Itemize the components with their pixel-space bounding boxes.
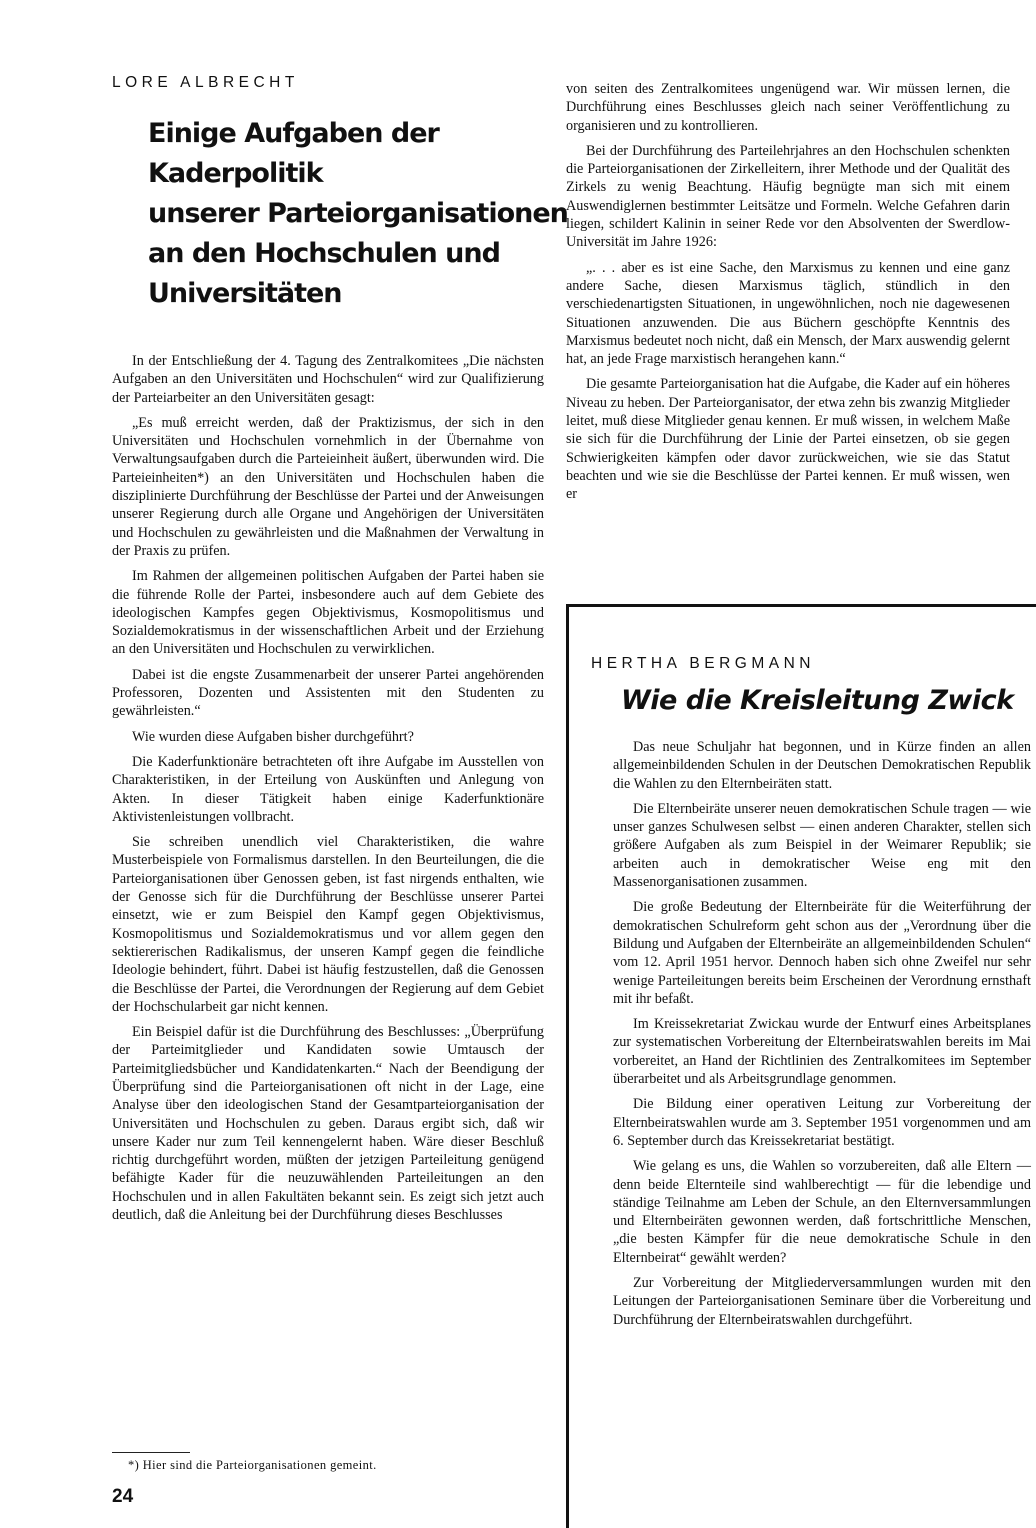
title-line: Kaderpolitik — [148, 158, 323, 189]
article1-author: LORE ALBRECHT — [112, 74, 299, 91]
article2-author: HERTHA BERGMANN — [591, 655, 815, 672]
paragraph: Die Bildung einer operativen Leitung zur Vorbereitung der Elternbeiratswahlen wurde am 3. September 1951 vorgenommen und am 6. September durch das Kreissekretariat bestätigt. — [613, 1096, 1031, 1149]
title-line: Einige Aufgaben der — [148, 118, 439, 149]
page-number: 24 — [112, 1486, 134, 1507]
paragraph: In der Entschließung der 4. Tagung des Zentralkomitees „Die nächsten Aufgaben an den Universitäten und Hochschulen“ wird zur Qualifizierung der Parteiarbeiter an den Universitäten gesagt: — [112, 353, 544, 406]
footnote: *) Hier sind die Parteiorganisationen gemeint. — [128, 1458, 377, 1472]
paragraph: Wie wurden diese Aufgaben bisher durchgeführt? — [132, 728, 414, 745]
paragraph: Bei der Durchführung des Parteilehrjahres an den Hochschulen schenkten die Parteiorganisationen der Zirkelleitern, ihrer Methode und der Qualität des Zirkels zu wenig Beachtung. Häufig begnügte man sich mit einem Auswendiglernen bestimmter Leitsätze und Formeln. Welche Gefahren darin liegen, schildert Kalinin in seiner Rede vor den Absolventen der Swerdlow-Universität im Jahre 1926: — [566, 142, 1010, 251]
article1-title — [148, 114, 568, 314]
article2-title: Wie die Kreisleitung Zwick — [621, 685, 1014, 716]
title-line: unserer Parteiorganisationen — [148, 198, 568, 229]
paragraph: Zur Vorbereitung der Mitgliederversammlungen wurden mit den Leitungen der Parteiorganisationen Seminare über die Vorbereitung und Durchführung der Elternbeiratswahlen durchgeführt. — [613, 1275, 1031, 1328]
article2 — [591, 655, 1031, 1336]
paragraph: Die große Bedeutung der Elternbeiräte für die Weiterführung der demokratischen Schulreform geht schon aus der „Verordnung über die Bildung und Aufgaben der Elternbeiräte an allgemeinbildenden Schulen“ vom 12. April 1951 hervor. Dennoch haben sich ohne Zweifel nur sehr wenige Parteileitungen bereits beim Erscheinen der Verordnung ernsthaft mit ihr befaßt. — [613, 899, 1031, 1007]
paragraph: Das neue Schuljahr hat begonnen, und in Kürze finden an allen allgemeinbildenden Schulen in der Deutschen Demokratischen Republik die Wahlen zu den Elternbeiräten statt. — [613, 739, 1031, 792]
quote-paragraph: „. . . aber es ist eine Sache, den Marxismus zu kennen und eine ganz andere Sache, diesen Marxismus täglich, stündlich in den verschiedenartigsten Situationen, in ungewöhnlichen, noch nie dagewesenen Situationen anzuwenden. Die aus Büchern geschöpfte Kenntnis des Marxismus bedeutet noch nicht, daß ein Mensch, der Marx auswendig gelernt hat, an jede Frage marxistisch herangehen kann.“ — [566, 259, 1010, 368]
left-column — [112, 74, 568, 1231]
article2-box — [566, 604, 1036, 1528]
paragraph: Sie schreiben unendlich viel Charakteristiken, die wahre Musterbeispiele von Formalismus darstellen. In den Beurteilungen, die die Parteiorganisationen über Genossen geben, ist fast nirgends enthalten, wie der Genosse sich für die Durchführung der Beschlüsse unserer Partei einsetzt, wie er zum Beispiel den Kampf gegen Objektivismus, Kosmopolitismus und Sozialdemokratismus und vor allem gegen den sektiererischen Radikalismus, der unseren Kampf gegen die feindliche Ideologie behindert, führt. Dabei ist häufig festzustellen, daß die Genossen die Beschlüsse der Partei, die Verordnungen der Regierung auf dem Gebiet der Hochschularbeit gar nicht kennen. — [112, 834, 544, 1015]
paragraph: Wie gelang es uns, die Wahlen so vorzubereiten, daß alle Eltern — denn beide Elternteile sind wahlberechtigt — für die lebendige und ständige Teilnahme am Leben der Schule, an den Elternversammlungen und Elternbeiräten gewonnen werden, daß fortschrittliche Menschen, „die besten Kämpfer für die neue demokratische Schule in den Elternbeirat“ gewählt werden? — [613, 1158, 1031, 1266]
paragraph: Ein Beispiel dafür ist die Durchführung des Beschlusses: „Überprüfung der Parteimitglieder und Kandidaten sowie Umtausch der Parteimitgliedsbücher und Kandidatenkarten.“ Nach der Beendigung der Überprüfung sind die Parteiorganisationen oft nicht in der Lage, eine Analyse über den ideologischen Stand der Gesamtparteiorganisation der Universitäten und Hochschulen zu geben. Daraus ergibt sich, daß wir unsere Kader nur zum Teil kennengelernt haben. Wäre dieser Beschluß richtig durchgeführt worden, müßten der jetzigen Parteileitung genügend befähigte Kader für die neuzuwählenden Parteileitungen an den Hochschulen und in allen Fakultäten bekannt sein. Es zeigt sich jetzt auch deutlich, daß die Anleitung bei der Durchführung dieses Beschlusses — [112, 1024, 544, 1224]
paragraph: Die Kaderfunktionäre betrachteten oft ihre Aufgabe im Ausstellen von Charakteristiken, in der Erteilung von Auskünften und Anlegung von Akten. In dieser Tätigkeit haben einige Kaderfunktionäre Aktivistenleistungen vollbracht. — [112, 753, 544, 825]
right-column — [566, 80, 1010, 511]
paragraph: Im Kreissekretariat Zwickau wurde der Entwurf eines Arbeitsplanes zur systematischen Vorbereitung der Elternbeiratswahlen bereits im Mai vorbereitet, an Hand der Richtlinien des Zentralkomitees im September überarbeitet und als Arbeitsgrundlage genommen. — [613, 1016, 1031, 1088]
title-line: an den Hochschulen und — [148, 238, 500, 269]
paragraph: Im Rahmen der allgemeinen politischen Aufgaben der Partei haben sie die führende Rolle der Partei, insbesondere auch auf dem Gebiete des ideologischen Kampfes gegen Objektivismus, Kosmopolitismus und Sozialdemokratismus in der wissenschaftlichen Arbeit und der Erziehung an den Universitäten und Hochschulen zu verwirklichen. — [112, 568, 544, 658]
paragraph: Dabei ist die engste Zusammenarbeit der unserer Partei angehörenden Professoren, Dozenten und Assistenten mit den Studenten zu gewährleisten.“ — [112, 666, 544, 720]
paragraph: Die gesamte Parteiorganisation hat die Aufgabe, die Kader auf ein höheres Niveau zu heben. Der Parteiorganisator, der etwa zehn bis zwanzig Mitglieder leitet, muß diese Mitglieder genau kennen. Er muß wissen, in welchem Maße sie sich für die Durchführung der Linie der Partei einsetzen, ob sie gegen Schwierigkeiten kämpfen oder davor zurückweichen, wie sie das Statut beachten und wie sie die Beschlüsse der Partei kennen. Er muß wissen, wen er — [566, 376, 1010, 503]
paragraph: „Es muß erreicht werden, daß der Praktizismus, der sich in den Universitäten und Hochschulen vornehmlich in der Übernahme von Verwaltungsaufgaben durch die Parteieinheit äußert, überwunden wird. Die Parteieinheiten*) an den Universitäten und Hochschulen haben die disziplinierte Durchführung der Beschlüsse der Partei und der Anweisungen unserer Regierung durch alle Organe und Angehörigen der Universitäten und Hochschulen zu gewährleisten und die Maßnahmen der Verwaltung in der Praxis zu prüfen. — [112, 414, 544, 559]
footnote-divider — [112, 1452, 190, 1453]
title-line: Universitäten — [148, 278, 342, 309]
article2-body — [613, 738, 1031, 1329]
paragraph: von seiten des Zentralkomitees ungenügend war. Wir müssen lernen, die Durchführung eines Beschlusses gleich nach seiner Veröffentlichung zu organisieren und zu kontrollieren. — [566, 81, 1010, 134]
paragraph: Die Elternbeiräte unserer neuen demokratischen Schule tragen — wie unser ganzes Schulwesen selbst — einen anderen Charakter, stellen sich größere Aufgaben als zum Beispiel in der Weimarer Republik; sie arbeiten auch in demokratischer Weise eng mit den Massenorganisationen zusammen. — [613, 800, 1031, 891]
